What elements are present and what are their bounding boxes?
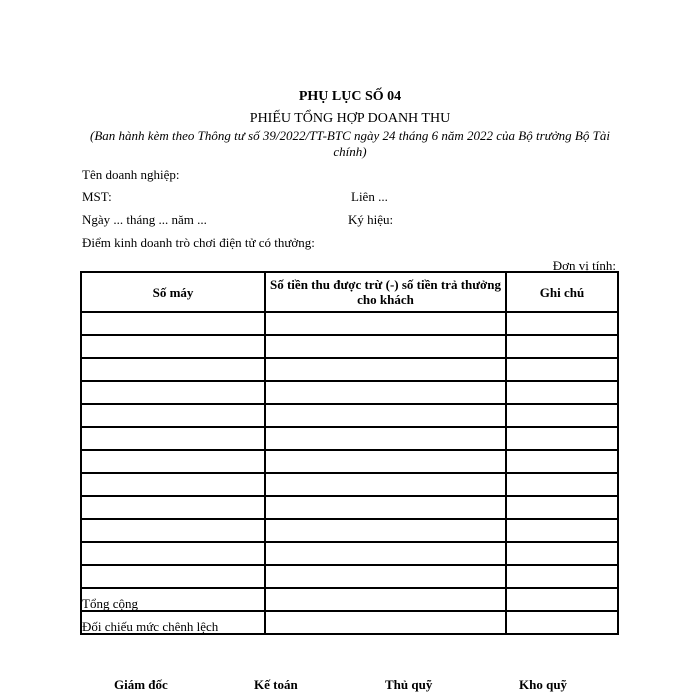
table-cell xyxy=(265,335,506,358)
signature-vault-keeper: Kho quỹ xyxy=(519,677,568,692)
table-row xyxy=(81,404,618,427)
table-row xyxy=(81,358,618,381)
table-cell xyxy=(506,473,618,496)
table-cell xyxy=(506,450,618,473)
form-title: PHIẾU TỔNG HỢP DOANH THU xyxy=(249,111,451,126)
table-row xyxy=(81,565,618,588)
table-cell xyxy=(265,473,506,496)
table-cell xyxy=(81,335,265,358)
unit-label: Đơn vị tính: xyxy=(552,258,616,273)
table-cell xyxy=(506,565,618,588)
signature-director: Giám đốc xyxy=(114,677,168,692)
table-row xyxy=(81,450,618,473)
table-cell xyxy=(265,519,506,542)
column-header-notes: Ghi chú xyxy=(506,272,618,312)
table-row xyxy=(81,473,618,496)
table-header-row xyxy=(81,272,618,312)
issued-by-note: (Ban hành kèm theo Thông tư số 39/2022/TT-BTC ngày 24 tháng 6 năm 2022 của Bộ trưởng Bộ Tài chính) xyxy=(90,128,610,159)
table-cell xyxy=(81,381,265,404)
table-cell xyxy=(265,542,506,565)
table-cell xyxy=(506,335,618,358)
table-cell xyxy=(265,450,506,473)
symbol-field: Ký hiệu: xyxy=(348,212,394,227)
table-row xyxy=(81,335,618,358)
table-cell xyxy=(265,588,506,611)
signature-accountant: Kế toán xyxy=(254,677,298,692)
table-cell xyxy=(265,312,506,335)
table-cell xyxy=(506,381,618,404)
table-cell xyxy=(81,358,265,381)
table-cell xyxy=(265,381,506,404)
table-body xyxy=(81,312,618,634)
table-cell xyxy=(265,565,506,588)
table-cell xyxy=(506,358,618,381)
date-field: Ngày ... tháng ... năm ... xyxy=(82,212,207,227)
appendix-heading: PHỤ LỤC SỐ 04 xyxy=(298,89,402,104)
table-cell xyxy=(81,404,265,427)
table-cell xyxy=(506,611,618,634)
table-cell xyxy=(81,427,265,450)
column-header-net-amount: Số tiền thu được trừ (-) số tiền trả thưởng cho khách xyxy=(265,272,506,312)
business-location-field: Điểm kinh doanh trò chơi điện tử có thưởng: xyxy=(82,235,315,250)
signature-cashier: Thủ quỹ xyxy=(385,677,433,692)
table-row xyxy=(81,427,618,450)
table-cell xyxy=(265,404,506,427)
table-row xyxy=(81,519,618,542)
table-cell xyxy=(81,565,265,588)
table-cell xyxy=(81,312,265,335)
table-cell xyxy=(506,404,618,427)
table-cell xyxy=(265,611,506,634)
table-cell xyxy=(506,519,618,542)
table-cell xyxy=(81,450,265,473)
copy-number-field: Liên ... xyxy=(351,189,388,204)
table-cell xyxy=(506,542,618,565)
company-name-field: Tên doanh nghiệp: xyxy=(82,167,180,182)
table-row xyxy=(81,588,618,611)
table-cell xyxy=(506,427,618,450)
column-header-machine-number: Số máy xyxy=(81,272,265,312)
table-cell xyxy=(81,542,265,565)
table-row xyxy=(81,542,618,565)
table-row xyxy=(81,496,618,519)
table-cell xyxy=(81,519,265,542)
table-cell xyxy=(506,588,618,611)
table-row xyxy=(81,381,618,404)
table-cell: Tổng cộng xyxy=(81,588,265,611)
revenue-table xyxy=(80,271,619,635)
table-cell xyxy=(506,496,618,519)
table-cell xyxy=(81,473,265,496)
table-cell xyxy=(265,358,506,381)
signature-row xyxy=(0,677,700,697)
table-cell xyxy=(506,312,618,335)
table-row xyxy=(81,611,618,634)
table-cell: Đối chiếu mức chênh lệch xyxy=(81,611,265,634)
table-cell xyxy=(265,427,506,450)
tax-code-field: MST: xyxy=(82,189,112,204)
table-row xyxy=(81,312,618,335)
table-cell xyxy=(265,496,506,519)
table-cell xyxy=(81,496,265,519)
